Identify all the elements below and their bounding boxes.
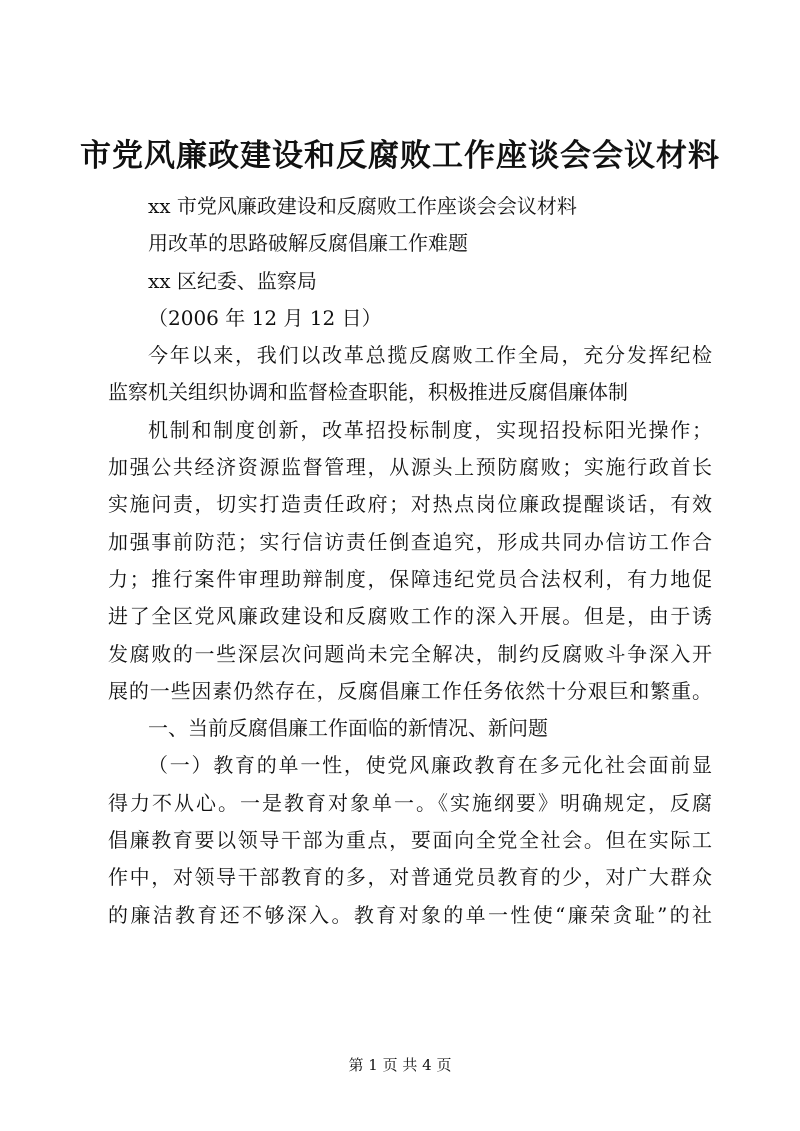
text-line: 发腐败的一些深层次问题尚未完全解决，制约反腐败斗争深入开 [108, 641, 712, 666]
text-line: 用改革的思路破解反腐倡廉工作难题 [148, 231, 468, 256]
text-line: 展的一些因素仍然存在，反腐倡廉工作任务依然十分艰巨和繁重。 [108, 678, 712, 703]
text-line: 进了全区党风廉政建设和反腐败工作的深入开展。但是，由于诱 [108, 604, 712, 629]
text-line: xx 市党风廉政建设和反腐败工作座谈会会议材料 [148, 194, 577, 218]
text-line: 得力不从心。一是教育对象单一。《实施纲要》明确规定，反腐 [108, 790, 712, 815]
text-line: 的廉洁教育还不够深入。教育对象的单一性使“廉荣贪耻”的社 [108, 902, 712, 927]
page-footer: 第 1 页 共 4 页 [348, 1056, 452, 1074]
document-title: 市党风廉政建设和反腐败工作座谈会会议材料 [80, 138, 720, 174]
text-line: 一、当前反腐倡廉工作面临的新情况、新问题 [148, 716, 548, 741]
text-line: 倡廉教育要以领导干部为重点，要面向全党全社会。但在实际工 [108, 828, 712, 853]
text-line: 今年以来，我们以改革总揽反腐败工作全局，充分发挥纪检 [148, 343, 712, 368]
text-line: 机制和制度创新，改革招投标制度，实现招投标阳光操作； [148, 417, 712, 442]
text-line: 实施问责，切实打造责任政府；对热点岗位廉政提醒谈话，有效 [108, 492, 712, 517]
text-line: 作中，对领导干部教育的多，对普通党员教育的少，对广大群众 [108, 865, 712, 890]
text-line: 力；推行案件审理助辩制度，保障违纪党员合法权利，有力地促 [108, 566, 712, 591]
text-line: （一）教育的单一性，使党风廉政教育在多元化社会面前显 [148, 753, 712, 778]
text-line: xx 区纪委、监察局 [148, 268, 317, 293]
document-body [108, 188, 712, 934]
text-line: 监察机关组织协调和监督检查职能，积极推进反腐倡廉体制 [108, 380, 628, 405]
text-line: 加强事前防范；实行信访责任倒查追究，形成共同办信访工作合 [108, 529, 712, 554]
text-line: （2006 年 12 月 12 日） [148, 305, 382, 330]
text-line: 加强公共经济资源监督管理，从源头上预防腐败；实施行政首长 [108, 455, 712, 480]
